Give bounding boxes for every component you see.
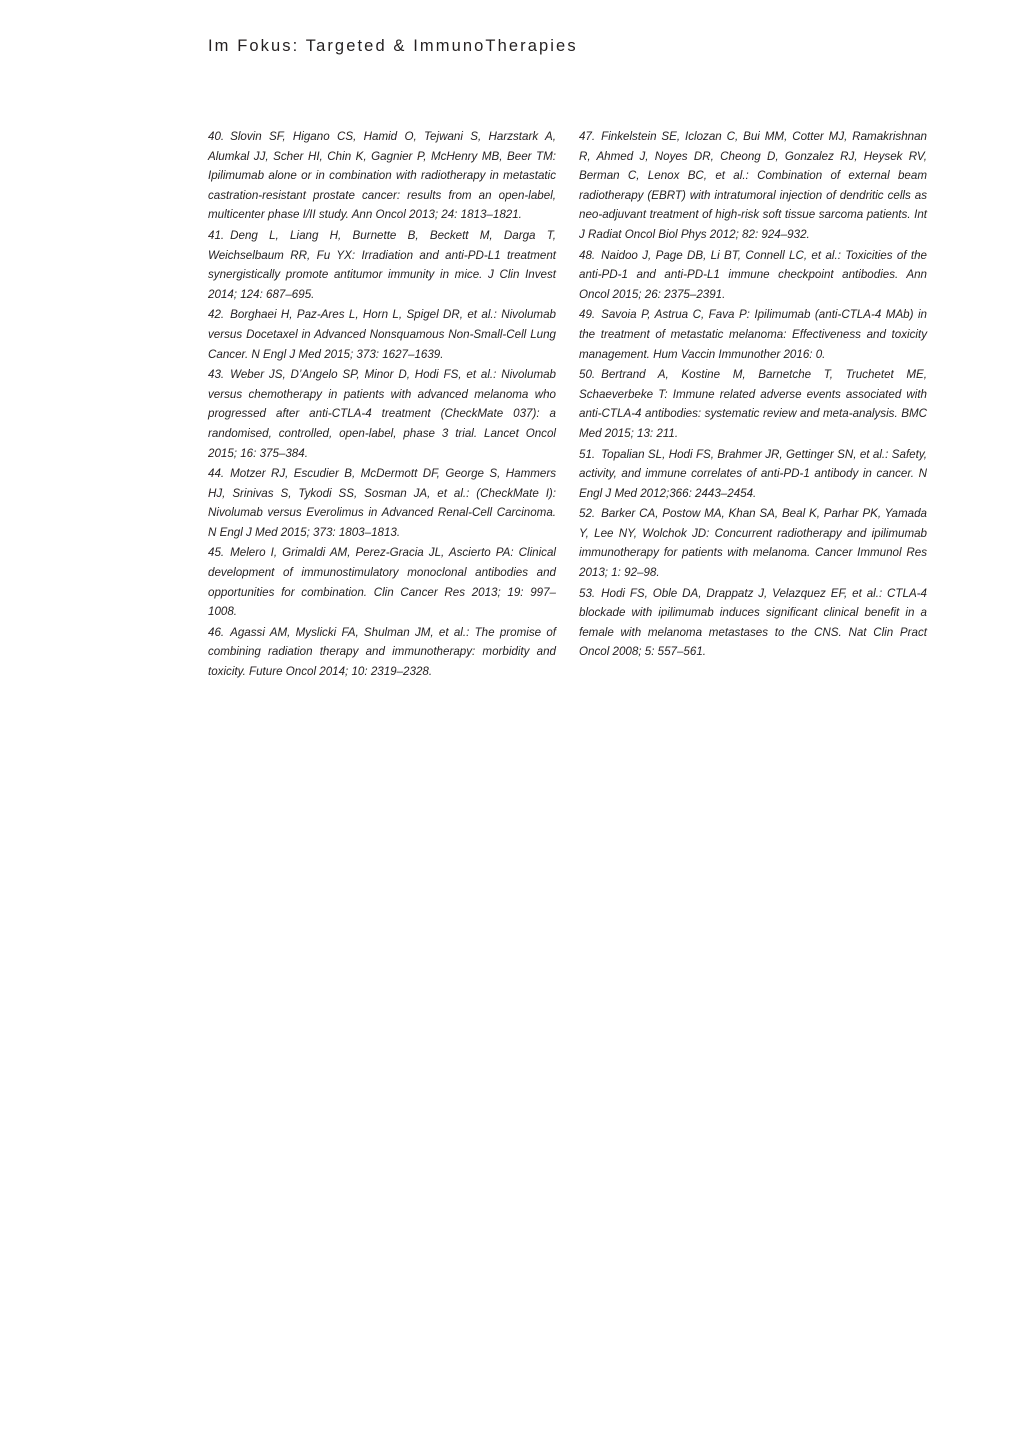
reference-text: Barker CA, Postow MA, Khan SA, Beal K, Parhar PK, Yamada Y, Lee NY, Wolchok JD: Concurrent radiotherapy and ipilimumab immunotherapy for patients with melanoma. Cancer Immunol Res 2013; 1: 92–98.	[579, 507, 927, 580]
reference-text: Slovin SF, Higano CS, Hamid O, Tejwani S, Harzstark A, Alumkal JJ, Scher HI, Chin K, Gagnier P, McHenry MB, Beer TM: Ipilimumab alone or in combination with radiotherapy in metastatic castration-resistant prostate cancer: results from an open-label, multicenter phase I/II study. Ann Oncol 2013; 24: 1813–1821.	[208, 130, 556, 222]
reference-47	[579, 127, 927, 245]
reference-text: Borghaei H, Paz-Ares L, Horn L, Spigel DR, et al.: Nivolumab versus Docetaxel in Advanced Nonsquamous Non-Small-Cell Lung Cancer. N Engl J Med 2015; 373: 1627–1639.	[208, 308, 556, 361]
reference-text: Topalian SL, Hodi FS, Brahmer JR, Gettinger SN, et al.: Safety, activity, and immune correlates of anti-PD-1 antibody in cancer. N Engl J Med 2012;366: 2443–2454.	[579, 447, 927, 500]
reference-number: 42.	[208, 308, 225, 322]
reference-text: Weber JS, D’Angelo SP, Minor D, Hodi FS, et al.: Nivolumab versus chemotherapy in patients with advanced melanoma who progressed after anti-CTLA-4 treatment (CheckMate 037): a randomised, controlled, open-label, phase 3 trial. Lancet Oncol 2015; 16: 375–384.	[208, 368, 556, 460]
reference-44	[208, 464, 556, 542]
reference-number: 44.	[208, 467, 225, 481]
reference-text: Motzer RJ, Escudier B, McDermott DF, George S, Hammers HJ, Srinivas S, Tykodi SS, Sosman JA, et al.: (CheckMate I): Nivolumab versus Everolimus in Advanced Renal-Cell Carcinoma. N Engl J Med 2015; 373: 1803–1813.	[208, 467, 556, 539]
reference-52	[579, 504, 927, 582]
reference-42	[208, 305, 556, 364]
reference-number: 46.	[208, 625, 225, 639]
reference-text: Bertrand A, Kostine M, Barnetche T, Truchetet ME, Schaeverbeke T: Immune related adverse events associated with anti-CTLA-4 antibodies: systematic review and meta-analysis. BMC Med 2015; 13: 211.	[579, 368, 927, 440]
reference-53	[579, 584, 927, 662]
reference-48	[579, 246, 927, 305]
reference-text: Deng L, Liang H, Burnette B, Beckett M, Darga T, Weichselbaum RR, Fu YX: Irradiation and anti-PD-L1 treatment synergistically promote antitumor immunity in mice. J Clin Invest 2014; 124: 687–695.	[208, 228, 556, 301]
reference-number: 41.	[208, 228, 225, 242]
reference-number: 51.	[579, 447, 596, 461]
running-header: Im Fokus: Targeted & ImmunoTherapies	[208, 37, 578, 55]
reference-49	[579, 305, 927, 364]
reference-40	[208, 127, 556, 225]
reference-number: 50.	[579, 368, 596, 382]
reference-number: 43.	[208, 368, 225, 382]
reference-50	[579, 365, 927, 443]
reference-text: Melero I, Grimaldi AM, Perez-Gracia JL, Ascierto PA: Clinical development of immunostimulatory monoclonal antibodies and opportunities for combination. Clin Cancer Res 2013; 19: 997–1008.	[208, 546, 556, 619]
reference-text: Savoia P, Astrua C, Fava P: Ipilimumab (anti-CTLA-4 MAb) in the treatment of metastatic melanoma: Effectiveness and toxicity management. Hum Vaccin Immunother 2016: 0.	[579, 308, 927, 361]
reference-number: 52.	[579, 507, 596, 521]
references-right-column	[579, 127, 927, 663]
reference-45	[208, 543, 556, 621]
reference-43	[208, 365, 556, 463]
references-left-column	[208, 127, 556, 683]
reference-number: 40.	[208, 130, 225, 143]
reference-text: Naidoo J, Page DB, Li BT, Connell LC, et al.: Toxicities of the anti-PD-1 and anti-PD-L1 immune checkpoint antibodies. Ann Oncol 2015; 26: 2375–2391.	[579, 248, 927, 301]
reference-46	[208, 623, 556, 682]
reference-51	[579, 445, 927, 504]
reference-41	[208, 226, 556, 304]
reference-number: 47.	[579, 130, 596, 143]
reference-number: 48.	[579, 248, 596, 262]
reference-text: Agassi AM, Myslicki FA, Shulman JM, et al.: The promise of combining radiation therapy and immunotherapy: morbidity and toxicity. Future Oncol 2014; 10: 2319–2328.	[208, 625, 556, 679]
reference-text: Finkelstein SE, Iclozan C, Bui MM, Cotter MJ, Ramakrishnan R, Ahmed J, Noyes DR, Cheong D, Gonzalez RJ, Heysek RV, Berman C, Lenox BC, et al.: Combination of external beam radiotherapy (EBRT) with intratumoral injection of dendritic cells as neo-adjuvant treatment of high-risk soft tissue sarcoma patients. Int J Radiat Oncol Biol Phys 2012; 82: 924–932.	[579, 130, 927, 241]
reference-number: 53.	[579, 586, 596, 600]
reference-number: 45.	[208, 546, 225, 560]
reference-number: 49.	[579, 308, 596, 322]
reference-text: Hodi FS, Oble DA, Drappatz J, Velazquez EF, et al.: CTLA-4 blockade with ipilimumab induces significant clinical benefit in a female with melanoma metastases to the CNS. Nat Clin Pract Oncol 2008; 5: 557–561.	[579, 586, 927, 659]
